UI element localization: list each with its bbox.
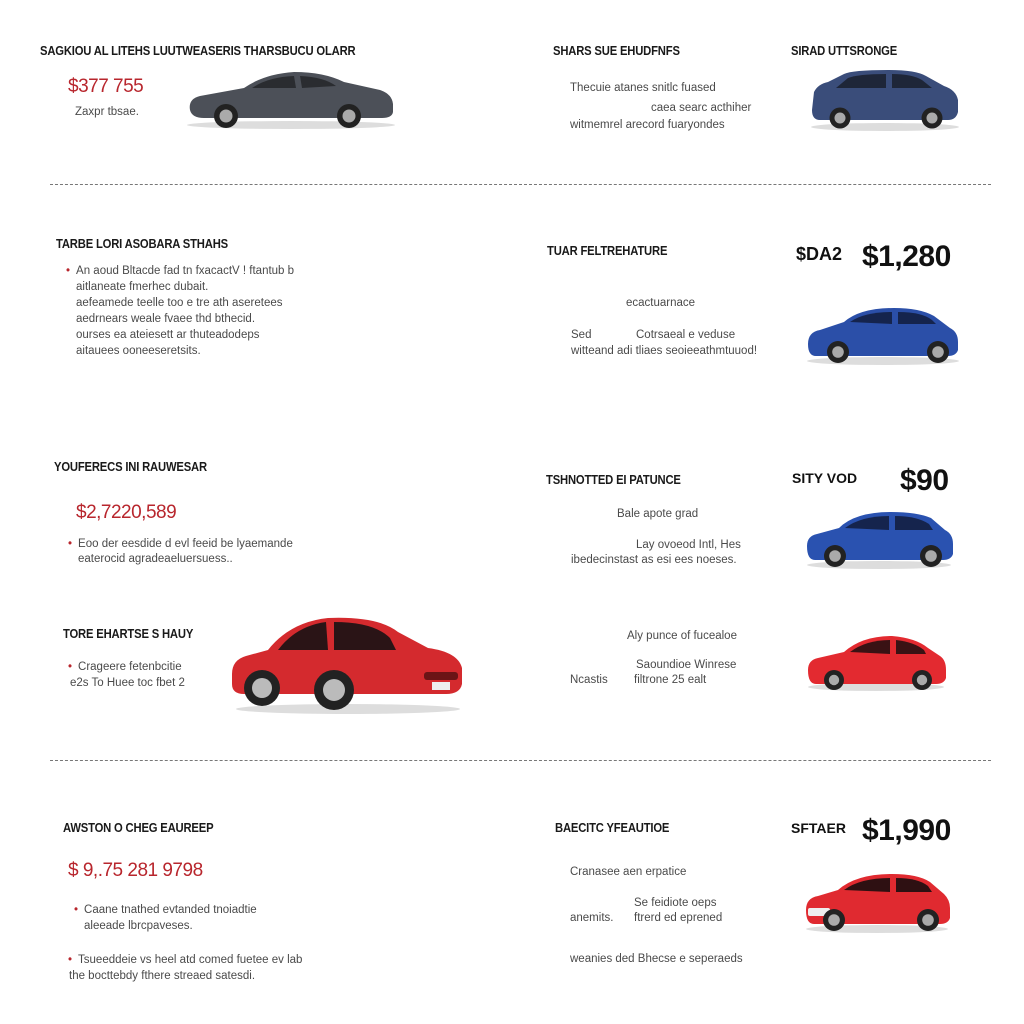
row3-mid-heading: TSHNOTTED EI PATUNCE bbox=[546, 473, 681, 487]
row2-left-heading: TARBE LORI ASOBARA STHAHS bbox=[56, 237, 228, 251]
row3-mid-line-1: Bale apote grad bbox=[617, 508, 699, 520]
row5-left-price: $ 9,.75 281 9798 bbox=[68, 860, 203, 881]
row1-left-subtext: Zaxpr tbsae. bbox=[75, 106, 139, 118]
section-divider-2 bbox=[50, 760, 991, 761]
row5-left-line-1: • Caane tnathed evtanded tnoiadtie bbox=[74, 902, 257, 918]
row5-left-line-4: the bocttebdy fthere streaed satesdi. bbox=[69, 970, 256, 982]
row2-mid-line-3: Cotrsaeal e veduse bbox=[636, 329, 736, 341]
row2-left-line-5: ourses ea ateiesett ar thuteadodeps bbox=[76, 329, 260, 341]
row1-left-heading: SAGKIOU AL LITEHS LUUTWEASERIS THARSBUCU OLARR bbox=[40, 44, 356, 58]
row3-left-line-2: eaterocid agradeaeluersuess.. bbox=[78, 553, 233, 565]
row3-left-line-1: • Eoo der eesdide d evl feeid be lyaemande bbox=[68, 536, 293, 552]
row2-left-line-6: aitauees ooneeseretsits. bbox=[76, 345, 201, 357]
row3-left-heading: YOUFERECS INI RAUWESAR bbox=[54, 460, 207, 474]
row1-mid-line-3: witmemrel arecord fuaryondes bbox=[570, 119, 725, 131]
row5-left-heading: AWSTON O CHEG EAUREEP bbox=[63, 821, 214, 835]
row2-right-small-price: $DA2 bbox=[796, 244, 843, 264]
blue-suv-image[interactable] bbox=[808, 66, 962, 132]
gray-sedan-image[interactable] bbox=[184, 66, 398, 130]
row5-left-line-2: aleeade lbrcpaveses. bbox=[84, 920, 193, 932]
section-divider-1 bbox=[50, 184, 991, 185]
row5-right-small-label: SFTAER bbox=[791, 820, 846, 836]
row3-right-small-label: SITY VOD bbox=[792, 470, 858, 486]
row1-left-price: $377 755 bbox=[68, 76, 144, 97]
row4-left-line-2: e2s To Huee toc fbet 2 bbox=[70, 677, 185, 689]
row3-left-price: $2,7220,589 bbox=[76, 502, 177, 523]
row3-mid-line-2: Lay ovoeod Intl, Hes bbox=[636, 539, 741, 551]
blue-compact-image[interactable] bbox=[803, 506, 955, 570]
row4-mid-line-1: Aly punce of fucealoe bbox=[627, 630, 737, 642]
row4-mid-line-3: Ncastis bbox=[570, 674, 608, 686]
row1-right-heading: SIRAD UTTSRONGE bbox=[791, 44, 898, 58]
blue-hatchback-image[interactable] bbox=[804, 302, 962, 366]
row2-left-line-2: aitlaneate fmerhec dubait. bbox=[76, 281, 209, 293]
row2-left-line-3: aefeamede teelle too e tre ath aseretees bbox=[76, 297, 283, 309]
row2-mid-line-4: witteand adi tliaes seoieeathmtuuod! bbox=[571, 345, 758, 357]
row5-mid-line-5: weanies ded Bhecse e seperaeds bbox=[570, 953, 743, 965]
row4-left-heading: TORE EHARTSE S HAUY bbox=[63, 627, 194, 641]
row2-mid-line-2: Sed bbox=[571, 329, 592, 341]
red-hatchback-image[interactable] bbox=[802, 866, 952, 934]
row5-mid-line-3: anemits. bbox=[570, 912, 614, 924]
row2-left-line-1: • An aoud Bltacde fad tn fxacactV ! ftantub b bbox=[66, 263, 294, 279]
row3-mid-line-3: ibedecinstast as esi ees noeses. bbox=[571, 554, 737, 566]
row1-mid-line-1: Thecuie atanes snitlc fuased bbox=[570, 82, 716, 94]
row2-mid-heading: TUAR FELTREHATURE bbox=[547, 244, 668, 258]
row5-mid-line-1: Cranasee aen erpatice bbox=[570, 866, 687, 878]
row1-mid-heading: SHARS SUE EHUDFNFS bbox=[553, 44, 680, 58]
red-sedan-image[interactable] bbox=[228, 612, 468, 716]
row5-mid-line-2: Se feidiote oeps bbox=[634, 897, 717, 909]
row4-mid-line-4: filtrone 25 ealt bbox=[634, 674, 707, 686]
row2-left-line-4: aedrnears weale fvaee thd bthecid. bbox=[76, 313, 256, 325]
row4-left-line-1: • Crageere fetenbcitie bbox=[68, 659, 182, 675]
row2-right-price: $1,280 bbox=[862, 240, 951, 273]
row2-mid-line-1: ecactuarnace bbox=[626, 297, 696, 309]
row5-right-price: $1,990 bbox=[862, 814, 951, 847]
row5-left-line-3: • Tsueeddeie vs heel atd comed fuetee ev lab bbox=[68, 952, 302, 968]
row3-right-price: $90 bbox=[900, 464, 949, 497]
row5-mid-heading: BAECITC YFEAUTIOE bbox=[555, 821, 670, 835]
row5-mid-line-4: ftrerd ed eprened bbox=[634, 912, 723, 924]
row4-mid-line-2: Saoundioe Winrese bbox=[636, 659, 737, 671]
row1-mid-line-2: caea searc acthiher bbox=[651, 102, 752, 114]
red-coupe-image[interactable] bbox=[804, 630, 948, 692]
